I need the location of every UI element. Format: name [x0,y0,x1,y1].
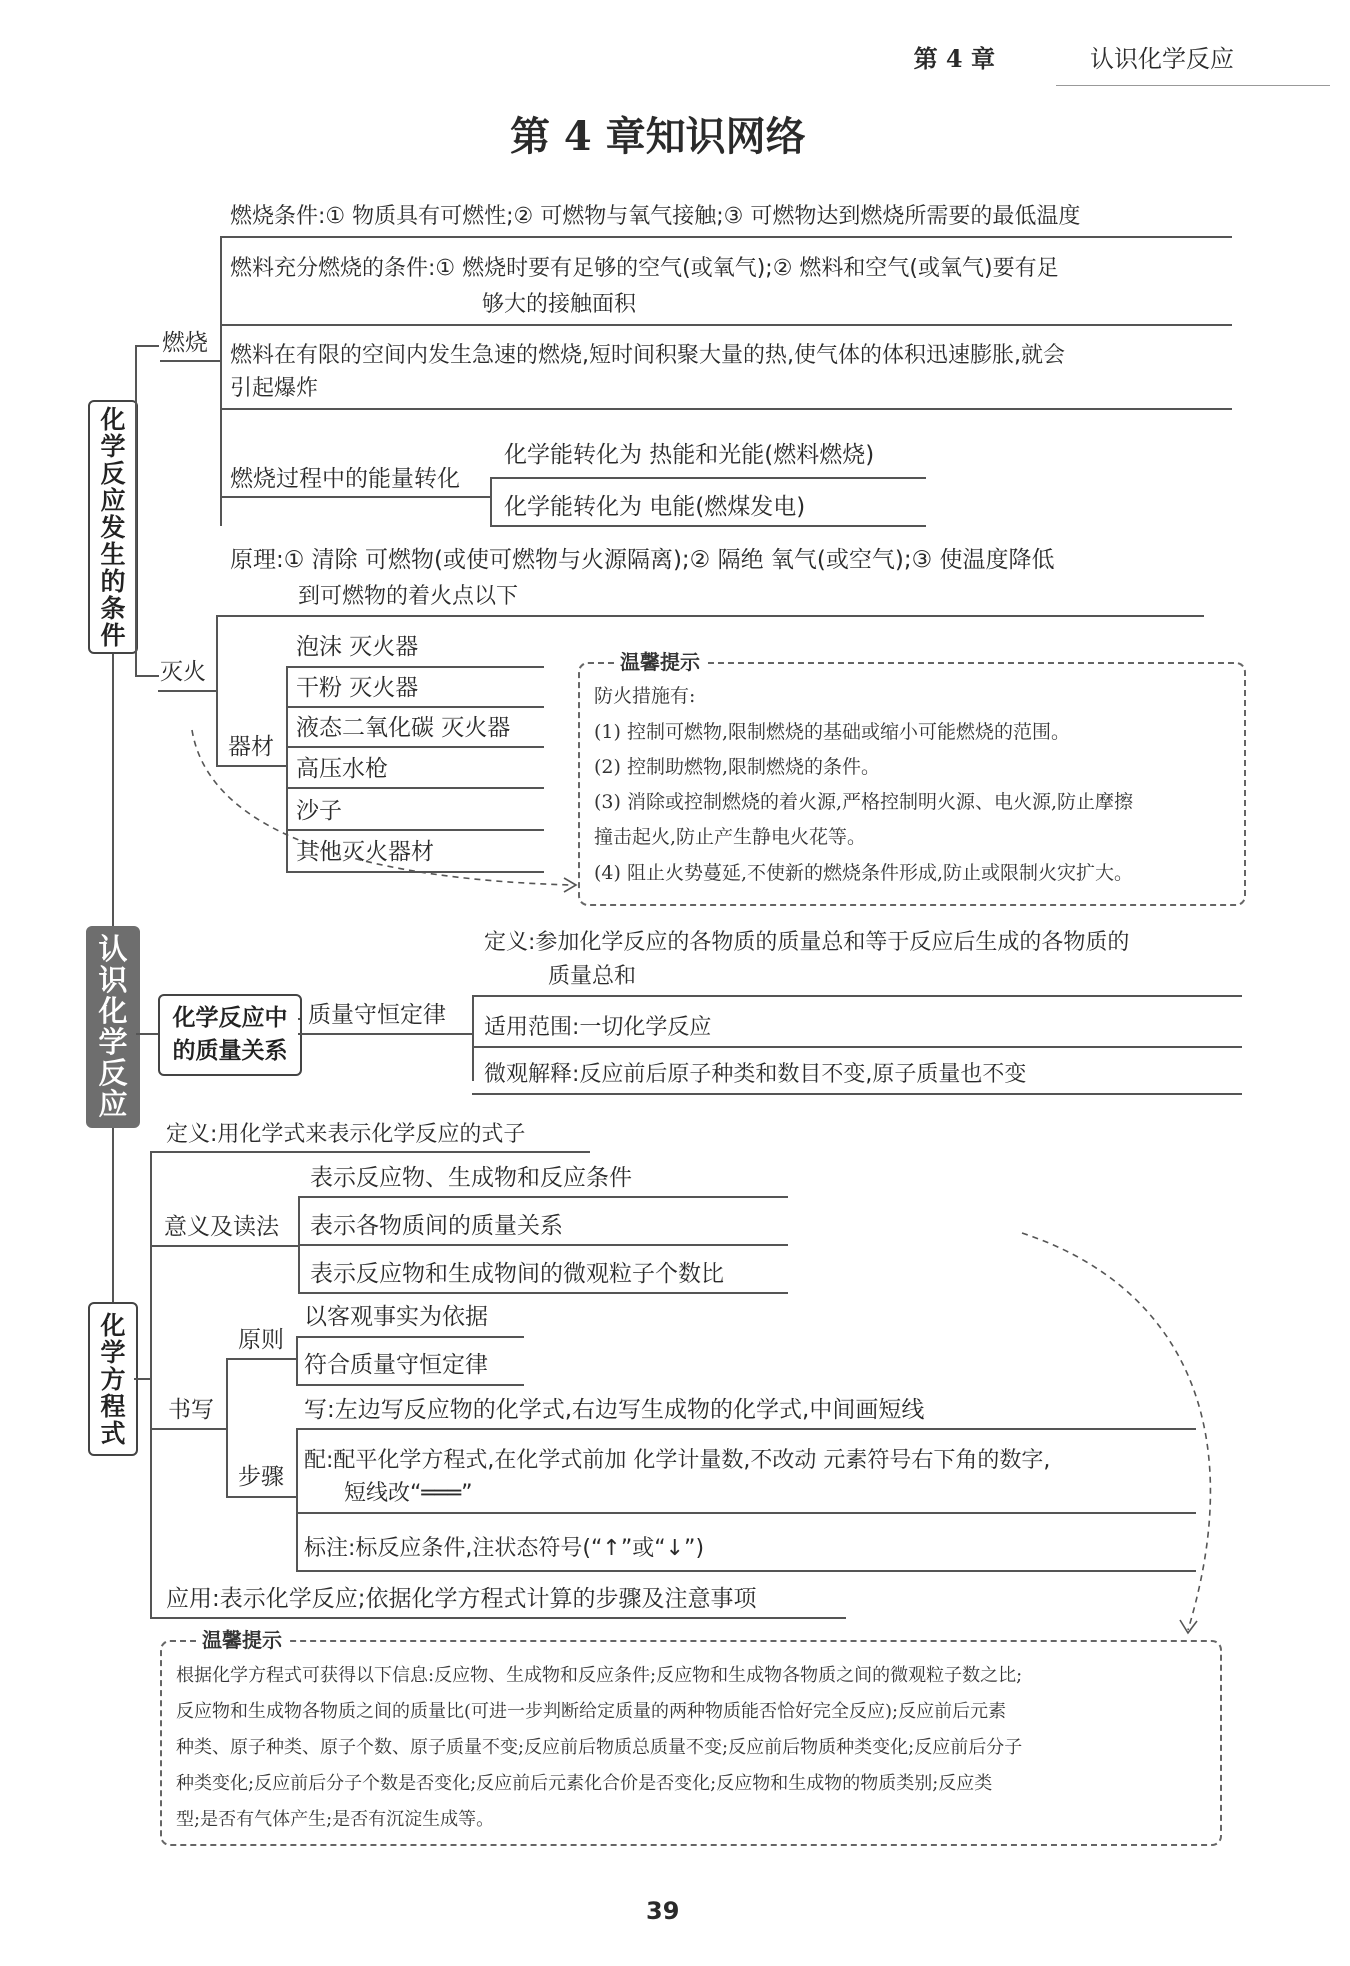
s2-bracket [298,1018,300,1020]
energy-label-line [220,496,490,498]
full-burn-line [220,324,1232,326]
principle-line-1 [296,1336,524,1338]
equipment-item-1: 泡沫 灭火器 [296,634,419,660]
tip-line: 反应物和生成物各物质之间的质量比(可进一步判断给定质量的两种物质能否恰好完全反应);反应前后元素 [176,1701,1007,1722]
tip-line: 种类变化;反应前后分子个数是否变化;反应前后元素化合价是否变化;反应物和生成物的物质类别;反应类 [176,1773,993,1794]
dashed-arrow-to-bottom-tip [1010,1225,1250,1645]
burning-bracket [220,236,222,526]
mass-conservation-law: 质量守恒定律 [308,1002,446,1028]
equipment-item-6: 其他灭火器材 [296,839,434,865]
writing-bracket [226,1358,228,1496]
running-header [914,44,995,74]
writing-label-line [150,1428,226,1430]
burning-condition: 燃烧条件:① 物质具有可燃性;② 可燃物与氧气接触;③ 可燃物达到燃烧所需要的最低温度 [230,204,1081,229]
bracket-s1-top [135,345,159,347]
application-line [150,1617,846,1619]
full-burn-text-2: 够大的接触面积 [482,292,637,317]
tip-line: (3) 消除或控制燃烧的着火源,严格控制明火源、电火源,防止摩擦 [594,791,1134,813]
section-title-reaction-conditions: 化 学 反 应 发 生 的 条 件 [88,400,138,654]
equipment-item-2: 干粉 灭火器 [296,675,419,701]
tip-title: 温馨提示 [196,1626,288,1654]
principle-line [216,615,1204,617]
burning-condition-line [220,236,1232,238]
meaning-line-3 [298,1292,788,1294]
tip-line: 型;是否有气体产生;是否有沉淀生成等。 [176,1809,495,1830]
s3-bracket [150,1151,152,1617]
law-scope-line [472,1046,1242,1048]
law-micro: 微观解释:反应前后原子种类和数目不变,原子质量也不变 [484,1062,1027,1087]
law-definition-2: 质量总和 [548,964,637,989]
equation-info-tip [160,1628,1222,1846]
meaning-item-1: 表示反应物、生成物和反应条件 [310,1165,632,1191]
energy-item-2: 化学能转化为 电能(燃煤发电) [504,494,806,520]
equation-definition: 定义:用化学式来表示化学反应的式子 [166,1122,526,1147]
tip-line: (1) 控制可燃物,限制燃烧的基础或缩小可能燃烧的范围。 [594,721,1070,743]
page-title: 第 4 章知识网络 [510,113,806,160]
steps-label-line [226,1496,296,1498]
principle-text-1: 原理:① 清除 可燃物(或使可燃物与火源隔离);② 隔绝 氧气(或空气);③ 使温度降低 [230,547,1055,573]
steps-label: 步骤 [238,1464,284,1490]
tip-line: 防火措施有: [594,685,696,707]
law-definition-1: 定义:参加化学反应的各物质的质量总和等于反应后生成的各物质的 [484,930,1130,955]
chapter-title: 认识化学反应 [1090,45,1234,73]
energy-item-1: 化学能转化为 热能和光能(燃料燃烧) [504,442,875,468]
principle-item-1: 以客观事实为依据 [304,1304,488,1330]
root-topic-box: 认 识 化 学 反 应 [86,926,140,1128]
meaning-line-2 [298,1244,788,1246]
principle-label: 原则 [238,1327,284,1353]
tip-line: 根据化学方程式可获得以下信息:反应物、生成物和反应条件;反应物和生成物各物质之间的微观粒子数之比; [176,1665,1023,1686]
law-micro-line [472,1093,1242,1095]
extinguish-label: 灭火 [160,659,206,685]
explosion-line [220,408,1232,410]
burning-label-underline [160,360,222,362]
bracket-s1 [135,345,137,675]
step-balance-2: 短线改“═══” [344,1481,473,1506]
full-burn-text-1: 燃料充分燃烧的条件:① 燃烧时要有足够的空气(或氧气);② 燃料和空气(或氧气)要有足 [230,256,1059,281]
law-line [298,1033,472,1035]
tip-line: (4) 阻止火势蔓延,不使新的燃烧条件形成,防止或限制火灾扩大。 [594,862,1134,884]
tip-title: 温馨提示 [614,648,706,676]
burning-label: 燃烧 [162,330,208,356]
law-scope: 适用范围:一切化学反应 [484,1015,712,1040]
equipment-label: 器材 [228,734,274,760]
root-connector [136,1033,158,1035]
section-title-chemical-equation: 化 学 方 程 式 [88,1302,138,1456]
main-spine-lower [112,1110,114,1330]
energy-bracket [490,477,492,525]
energy-label: 燃烧过程中的能量转化 [230,466,460,492]
equipment-item-4: 高压水枪 [296,756,388,782]
fire-prevention-tip [578,650,1246,906]
equipment-item-3: 液态二氧化碳 灭火器 [296,715,511,741]
tip-line: (2) 控制助燃物,限制燃烧的条件。 [594,756,880,778]
dashed-arrow-to-tip [180,720,600,900]
equipment-line-2 [286,706,544,708]
section-title-mass-relation: 化学反应中 的质量关系 [158,994,302,1076]
chapter-number: 第 4 章 [913,44,995,73]
energy-item-2-line [490,525,926,527]
equipment-item-5: 沙子 [296,798,342,824]
tip-line: 撞击起火,防止产生静电火花等。 [594,826,867,848]
principle-item-2: 符合质量守恒定律 [304,1352,488,1378]
tip-line: 种类、原子种类、原子个数、原子质量不变;反应前后物质总质量不变;反应前后物质种类变化;反应前后分子 [176,1737,1023,1758]
explosion-text-1: 燃料在有限的空间内发生急速的燃烧,短时间积聚大量的热,使气体的体积迅速膨胀,就会 [230,343,1065,368]
step-write: 写:左边写反应物的化学式,右边写生成物的化学式,中间画短线 [304,1397,925,1423]
principle-text-2: 到可燃物的着火点以下 [298,584,519,609]
equipment-line-1 [286,666,544,668]
step-mark: 标注:标反应条件,注状态符号(“↑”或“↓”) [304,1536,705,1561]
s3-connector [134,1378,150,1380]
equation-definition-line [150,1151,590,1153]
extinguish-label-underline [158,690,218,692]
step-balance-1: 配:配平化学方程式,在化学式前加 化学计量数,不改动 元素符号右下角的数字, [304,1448,1051,1473]
meaning-item-3: 表示反应物和生成物间的微观粒子个数比 [310,1261,724,1287]
principle-label-line [226,1358,296,1360]
energy-item-1-line [490,477,926,479]
steps-bracket [296,1428,298,1570]
header-rule [1056,85,1330,86]
page-number: 39 [646,1897,680,1925]
principle-bracket [296,1336,298,1384]
principle-line-2 [296,1384,524,1386]
meaning-label-line [150,1245,298,1247]
writing-label: 书写 [168,1397,214,1423]
meaning-label: 意义及读法 [164,1214,279,1240]
bracket-s1-bottom [135,675,159,677]
meaning-line-1 [298,1196,788,1198]
application-text: 应用:表示化学反应;依据化学方程式计算的步骤及注意事项 [166,1586,757,1612]
meaning-item-2: 表示各物质间的质量关系 [310,1213,563,1239]
law-bracket [472,995,474,1081]
law-definition-line [472,995,1242,997]
explosion-text-2: 引起爆炸 [230,376,319,401]
